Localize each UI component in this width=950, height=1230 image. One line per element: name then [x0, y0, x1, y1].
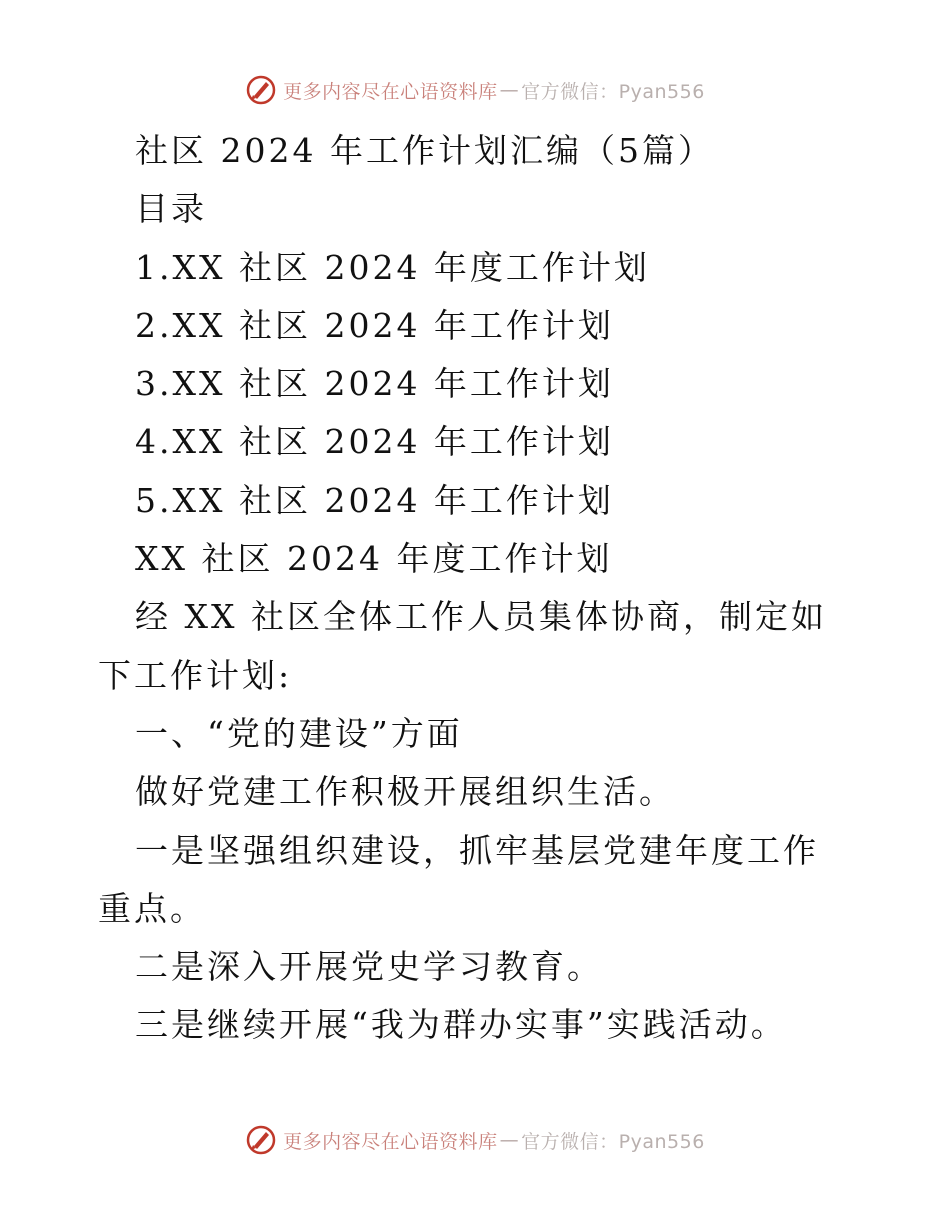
intro-paragraph: 经 XX 社区全体工作人员集体协商，制定如下工作计划:: [98, 597, 827, 695]
toc-item: 3.XX 社区 2024 年工作计划: [135, 364, 614, 404]
paragraph: 三是继续开展“我为群办实事”实践活动。: [135, 1005, 787, 1045]
toc-heading: 目录: [135, 189, 207, 229]
watermark-contact: 官方微信：Pyan556: [521, 80, 705, 103]
paragraph: 一是坚强组织建设，抓牢基层党建年度工作重点。: [98, 830, 819, 928]
toc-item: 2.XX 社区 2024 年工作计划: [135, 305, 614, 345]
footer-watermark: [0, 1120, 950, 1160]
brand-logo-icon: [245, 1124, 277, 1156]
toc-item: 5.XX 社区 2024 年工作计划: [135, 480, 614, 520]
toc-item: 4.XX 社区 2024 年工作计划: [135, 422, 614, 462]
brand-logo-icon: [245, 74, 277, 106]
watermark-text: 更多内容尽在心语资料库: [283, 80, 498, 103]
watermark-text: 更多内容尽在心语资料库: [283, 1130, 498, 1153]
section-title: XX 社区 2024 年度工作计划: [135, 539, 613, 579]
watermark-dash: —: [499, 1129, 520, 1151]
paragraph: 做好党建工作积极开展组织生活。: [135, 772, 675, 812]
header-watermark: [0, 70, 950, 110]
toc-item: 1.XX 社区 2024 年度工作计划: [135, 247, 650, 287]
watermark-dash: —: [499, 79, 520, 101]
document-body: [98, 122, 858, 1055]
paragraph: 二是深入开展党史学习教育。: [135, 947, 603, 987]
heading-party-building: 一、“党的建设”方面: [135, 713, 463, 753]
document-title: 社区 2024 年工作计划汇编（5篇）: [135, 131, 714, 170]
watermark-contact: 官方微信：Pyan556: [521, 1130, 705, 1153]
